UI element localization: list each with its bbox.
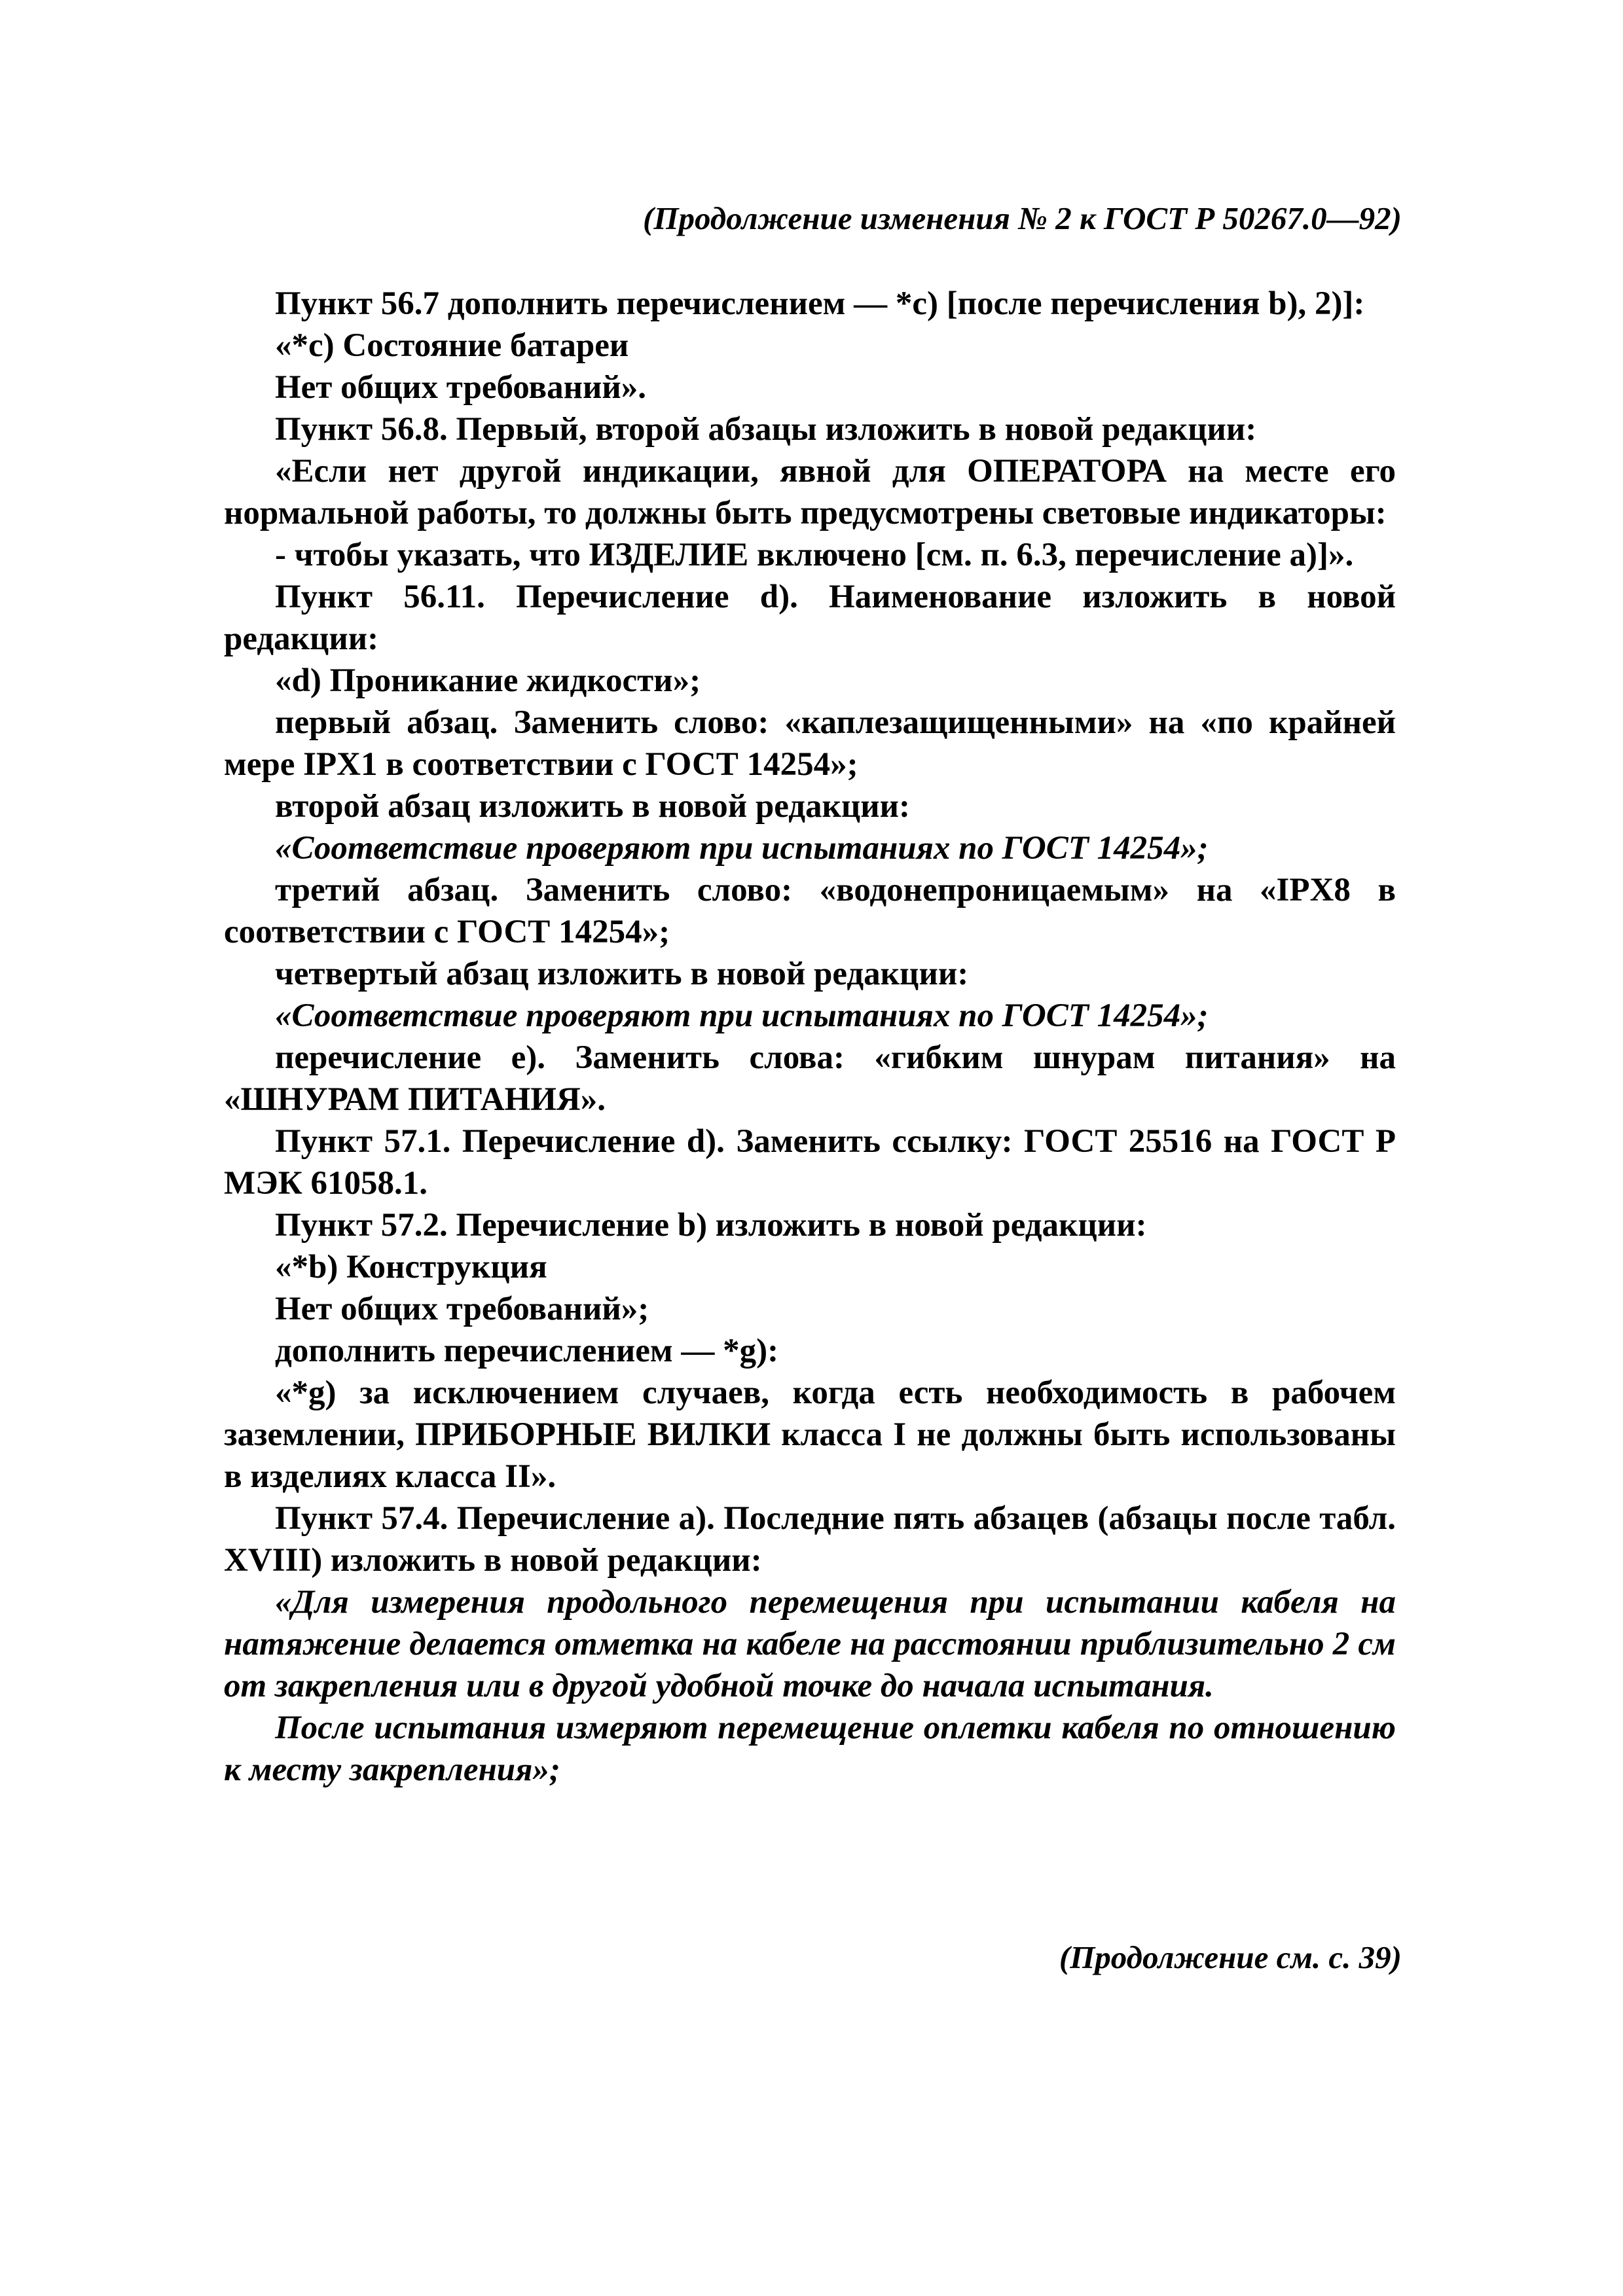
document-body bbox=[224, 283, 1396, 1791]
paragraph: Нет общих требований»; bbox=[275, 1291, 649, 1327]
paragraph: «Соответствие проверяют при испытаниях по ГОСТ 14254»; bbox=[275, 997, 1209, 1034]
continuation-footer: (Продолжение см. с. 39) bbox=[1059, 1939, 1402, 1975]
continuation-header: (Продолжение изменения № 2 к ГОСТ Р 50267.0—92) bbox=[643, 200, 1402, 236]
paragraph: «*b) Конструкция bbox=[275, 1249, 547, 1285]
paragraph: Пункт 57.1. Перечисление d). Заменить ссылку: ГОСТ 25516 на ГОСТ Р МЭК 61058.1. bbox=[224, 1123, 1396, 1202]
paragraph: второй абзац изложить в новой редакции: bbox=[275, 788, 911, 825]
paragraph: перечисление е). Заменить слова: «гибким шнурам питания» на «ШНУРАМ ПИТАНИЯ». bbox=[224, 1039, 1396, 1118]
paragraph: Нет общих требований». bbox=[275, 369, 646, 406]
paragraph: Пункт 56.8. Первый, второй абзацы изложить в новой редакции: bbox=[275, 411, 1257, 448]
paragraph: первый абзац. Заменить слово: «каплезащищенными» на «по крайней мере IPX1 в соответствии с ГОСТ 14254»; bbox=[224, 704, 1396, 783]
paragraph: дополнить перечислением — *g): bbox=[275, 1333, 779, 1369]
paragraph: - чтобы указать, что ИЗДЕЛИЕ включено [см. п. 6.3, перечисление а)]». bbox=[275, 537, 1354, 573]
paragraph: «*g) за исключением случаев, когда есть необходимость в рабочем заземлении, ПРИБОРНЫЕ ВИЛКИ класса I не должны быть использованы в изделиях класса II». bbox=[224, 1374, 1396, 1495]
paragraph: «*с) Состояние батареи bbox=[275, 327, 629, 364]
paragraph: «Для измерения продольного перемещения при испытании кабеля на натяжение делается отметка на кабеле на расстоянии приблизительно 2 см от закрепления или в другой удобной точке до начала испытания. bbox=[224, 1584, 1396, 1704]
paragraph: После испытания измеряют перемещение оплетки кабеля по отношению к месту закрепления»; bbox=[224, 1710, 1396, 1788]
paragraph: Пункт 56.11. Перечисление d). Наименование изложить в новой редакции: bbox=[224, 579, 1396, 657]
paragraph: третий абзац. Заменить слово: «водонепроницаемым» на «IPX8 в соответствии с ГОСТ 14254»; bbox=[224, 872, 1396, 950]
paragraph: «Соответствие проверяют при испытаниях по ГОСТ 14254»; bbox=[275, 830, 1209, 867]
paragraph: «d) Проникание жидкости»; bbox=[275, 662, 701, 699]
paragraph: «Если нет другой индикации, явной для ОПЕРАТОРА на месте его нормальной работы, то должны быть предусмотрены световые индикаторы: bbox=[224, 453, 1396, 531]
paragraph: Пункт 57.2. Перечисление b) изложить в новой редакции: bbox=[275, 1207, 1147, 1244]
paragraph: Пункт 56.7 дополнить перечислением — *с) [после перечисления b), 2)]: bbox=[275, 285, 1365, 322]
paragraph: Пункт 57.4. Перечисление а). Последние пять абзацев (абзацы после табл. XVIII) изложить в новой редакции: bbox=[224, 1500, 1396, 1579]
paragraph: четвертый абзац изложить в новой редакции: bbox=[275, 956, 969, 992]
